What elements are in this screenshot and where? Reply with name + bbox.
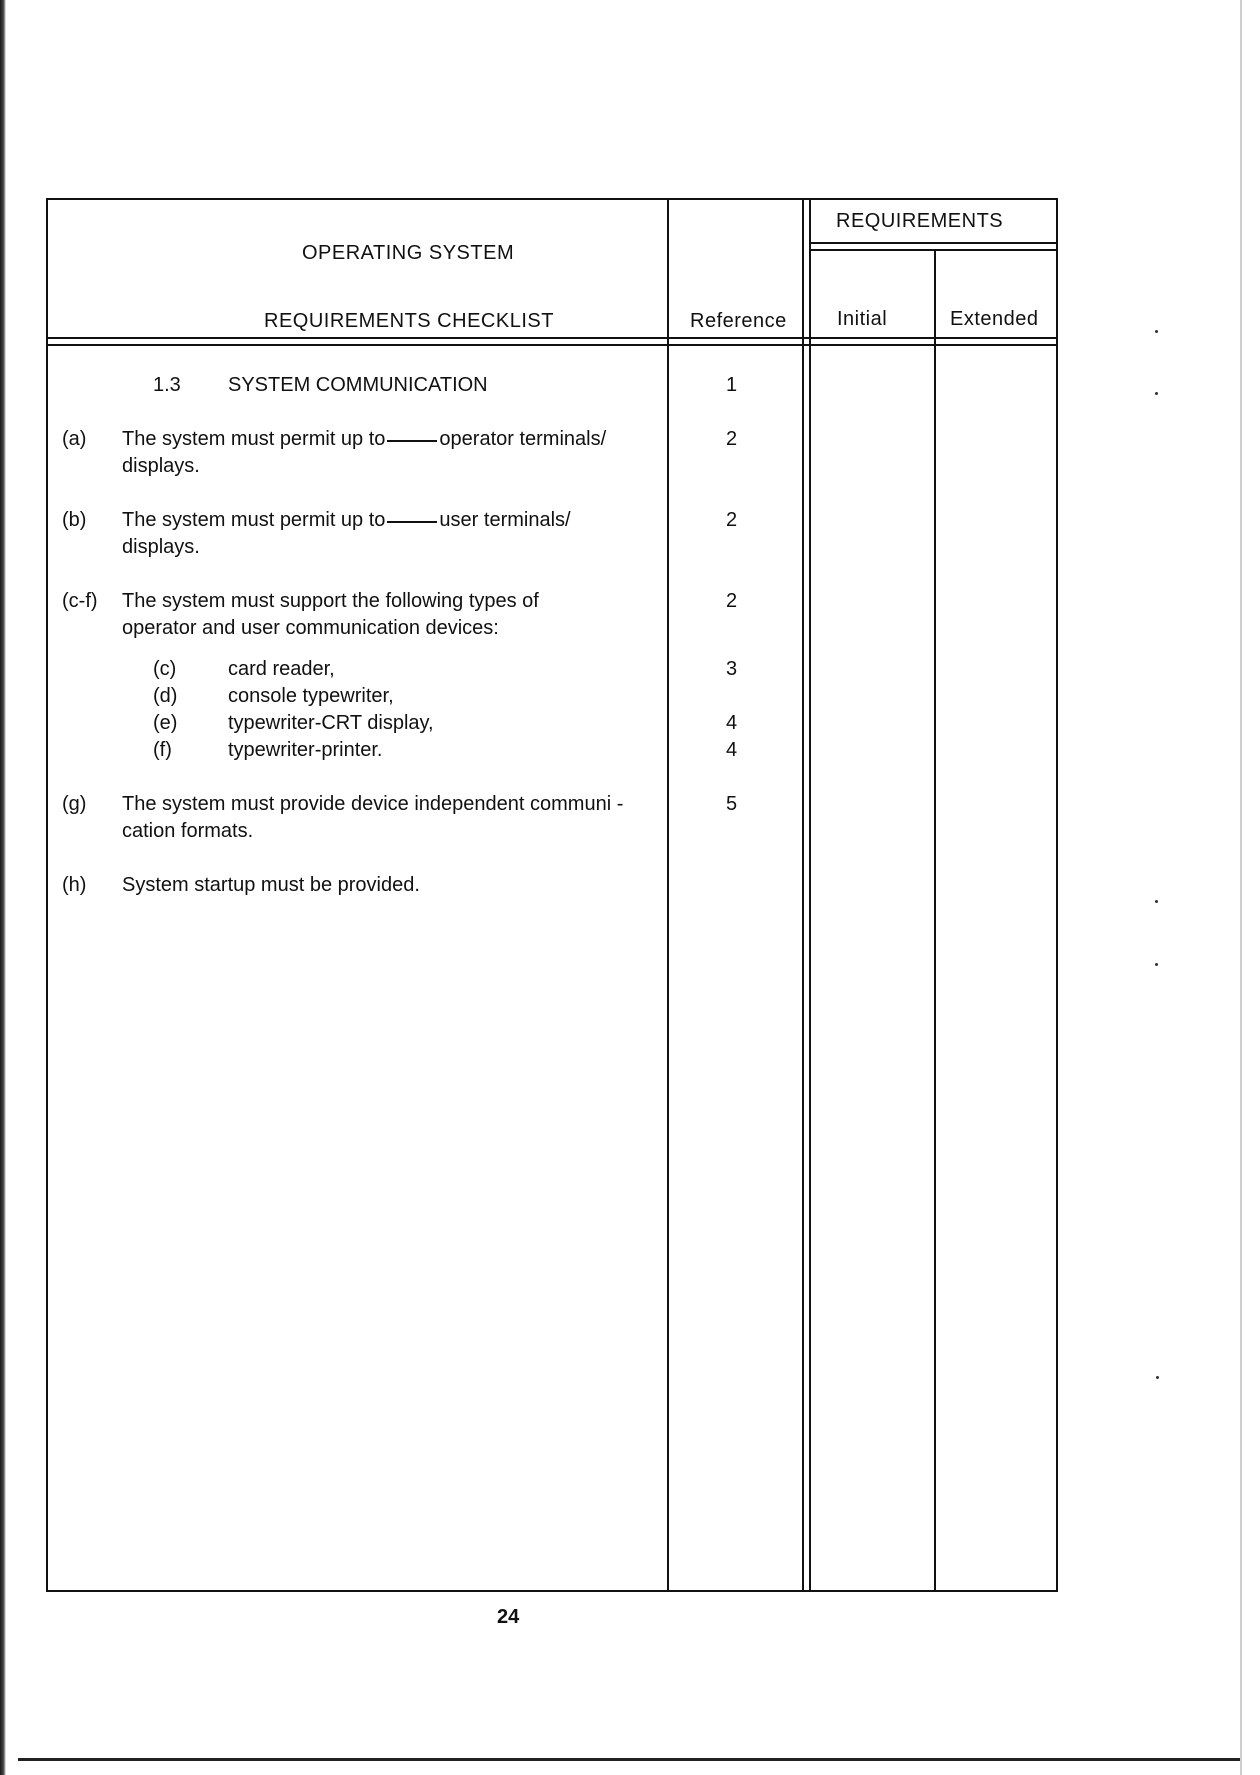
section-number: 1.3 <box>153 374 181 396</box>
item-text-line2: displays. <box>122 536 200 558</box>
item-tag: (g) <box>62 793 87 815</box>
scan-speck <box>1155 900 1158 903</box>
item-reference: 5 <box>726 793 738 815</box>
item-tag: (a) <box>62 428 87 450</box>
item-text-line1: System startup must be provided. <box>122 874 420 896</box>
header-divider-top <box>46 337 1058 339</box>
item-text-line1: The system must support the following types of <box>122 590 539 612</box>
item-text-before-blank: The system must permit up to <box>122 428 386 450</box>
initial-column-header: Initial <box>837 308 888 330</box>
scan-speck <box>1155 330 1158 333</box>
item-text-after-blank: operator terminals/ <box>439 428 607 450</box>
fill-in-blank <box>387 521 437 523</box>
subitem-text: typewriter-CRT display, <box>228 712 434 734</box>
requirements-divider-top <box>809 242 1058 244</box>
item-tag: (c-f) <box>62 590 98 612</box>
page-number: 24 <box>497 1606 520 1628</box>
subitem-text: console typewriter, <box>228 685 394 707</box>
scan-speck <box>1155 392 1158 395</box>
item-text-line1 <box>122 507 571 534</box>
item-text-before-blank: The system must permit up to <box>122 509 386 531</box>
extended-column-header: Extended <box>950 308 1039 330</box>
subitem-reference: 4 <box>726 739 738 761</box>
item-text-line1 <box>122 426 606 453</box>
reference-column-header: Reference <box>690 310 787 332</box>
item-reference: 2 <box>726 509 738 531</box>
subitem-text: card reader, <box>228 658 335 680</box>
checklist-title-line2: REQUIREMENTS CHECKLIST <box>264 310 554 332</box>
item-reference: 2 <box>726 428 738 450</box>
item-text-line2: displays. <box>122 455 200 477</box>
item-text-line2: operator and user communication devices: <box>122 617 499 639</box>
scan-edge-left <box>0 0 6 1775</box>
subitem-text: typewriter-printer. <box>228 739 383 761</box>
subitem-reference: 4 <box>726 712 738 734</box>
scan-edge-bottom <box>18 1758 1240 1761</box>
item-tag: (h) <box>62 874 87 896</box>
section-reference: 1 <box>726 374 738 396</box>
initial-extended-divider <box>934 250 936 1592</box>
checklist-title-line1: OPERATING SYSTEM <box>302 242 515 264</box>
requirements-column-header: REQUIREMENTS <box>836 210 1004 232</box>
reference-column-divider <box>667 198 669 1592</box>
item-text-line1: The system must provide device independent communi - <box>122 793 624 815</box>
item-text-line2: cation formats. <box>122 820 254 842</box>
header-divider-bottom <box>46 344 1058 346</box>
subitem-tag: (c) <box>153 658 177 680</box>
requirements-column-divider-inner <box>809 198 811 1592</box>
item-text-after-blank: user terminals/ <box>439 509 571 531</box>
subitem-tag: (e) <box>153 712 178 734</box>
requirements-divider-bottom <box>809 249 1058 251</box>
scan-speck <box>1155 963 1158 966</box>
subitem-tag: (f) <box>153 739 172 761</box>
scan-speck <box>1156 1376 1159 1379</box>
subitem-reference: 3 <box>726 658 738 680</box>
item-reference: 2 <box>726 590 738 612</box>
section-title: SYSTEM COMMUNICATION <box>228 374 488 396</box>
item-tag: (b) <box>62 509 87 531</box>
scan-edge-right <box>1240 0 1242 1775</box>
fill-in-blank <box>387 440 437 442</box>
subitem-tag: (d) <box>153 685 178 707</box>
requirements-column-divider-outer <box>802 198 804 1592</box>
